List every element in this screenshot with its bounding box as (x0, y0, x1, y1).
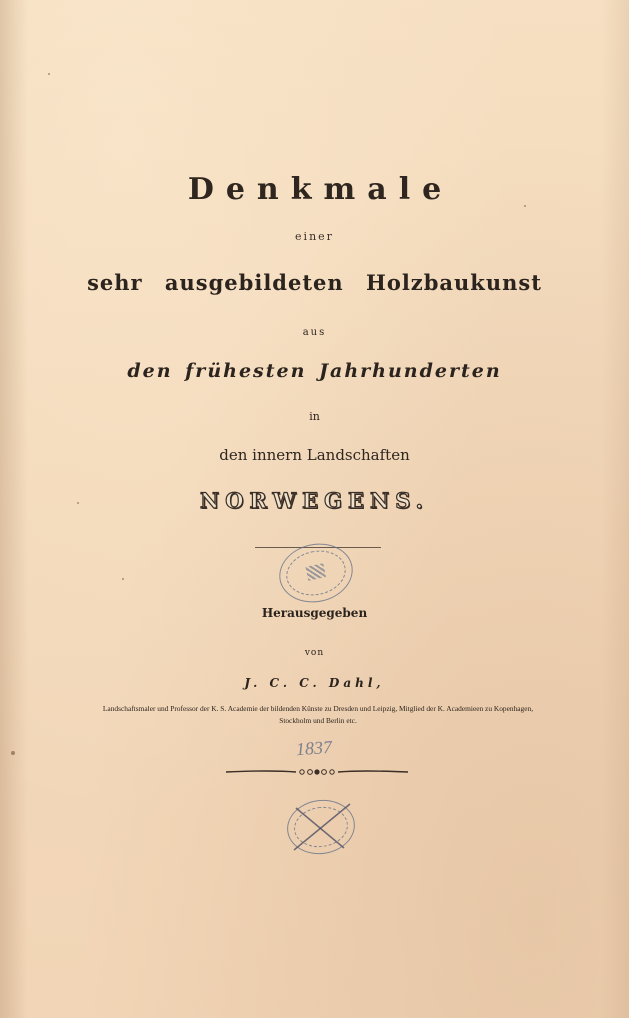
connector-aus: aus (302, 327, 327, 338)
author-name: J. C. C. Dahl, (244, 676, 385, 690)
cancelled-stamp-icon (284, 796, 359, 859)
paper-speck (48, 73, 50, 75)
subtitle-holzbaukunst: sehr ausgebildeten Holzbaukunst (87, 270, 542, 295)
connector-in: in (309, 410, 320, 423)
main-title: Denkmale (187, 172, 454, 207)
paper-speck (122, 578, 124, 580)
paper-speck (11, 751, 15, 755)
subtitle-landschaften: den innern Landschaften (219, 446, 410, 464)
author-description: Landschaftsmaler und Professor der K. S. Academie der bildenden Künste zu Dresden und Leipzig, Mitglied der K. Academieen zu Kopenhagen, Stockholm und Berlin etc. (102, 704, 534, 725)
connector-von: von (304, 648, 325, 658)
subtitle-jahrhunderten: den frühesten Jahrhunderten (127, 360, 502, 382)
ornamental-rule-icon (226, 764, 408, 780)
editor-label: Herausgegeben (261, 606, 368, 620)
handwritten-year: 1837 (295, 736, 333, 760)
country-name: NORWEGENS. (200, 488, 429, 513)
connector-einer: einer (295, 230, 334, 243)
